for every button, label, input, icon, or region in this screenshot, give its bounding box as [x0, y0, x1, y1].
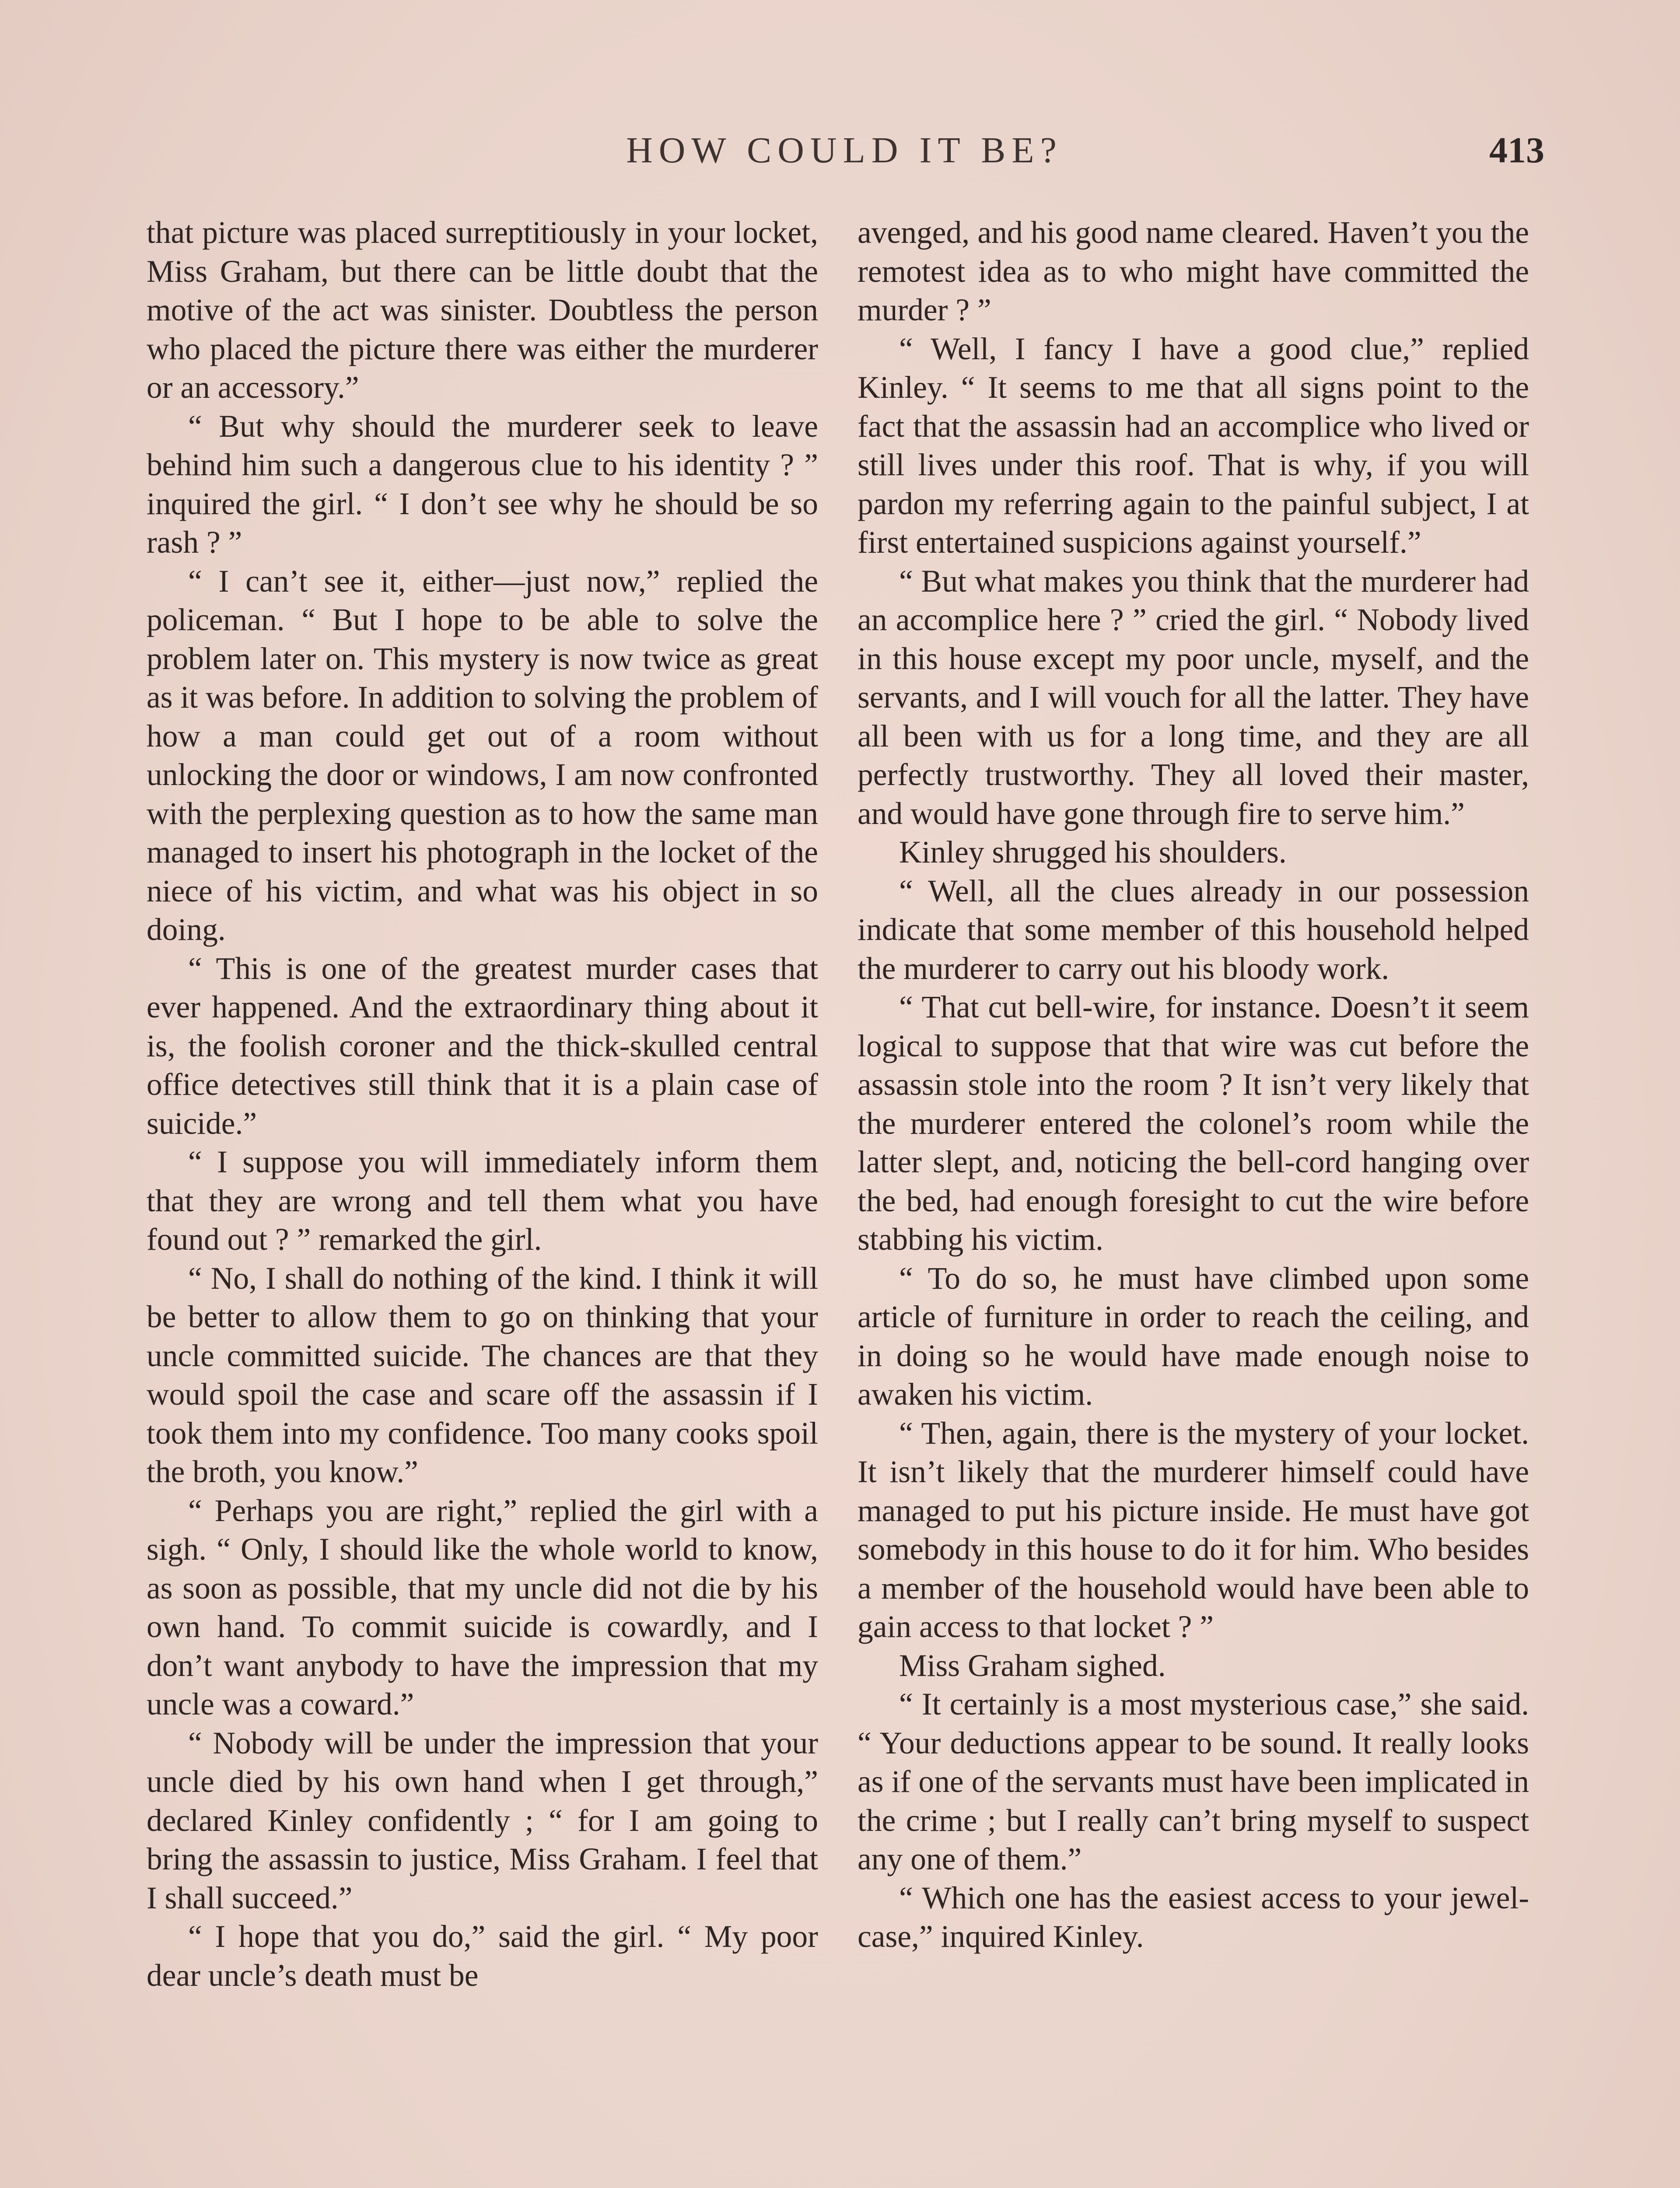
- paragraph: “ That cut bell-wire, for instance. Doesn’t it seem logical to suppose that that wire was cut before the assassin stole into the room ? It isn’t very likely that the murderer entered the colonel’s room while the latter slept, and, noticing the bell-cord hanging over the bed, had enough foresight to cut the wire before stabbing his victim.: [858, 990, 1529, 1257]
- left-column: [147, 214, 818, 2188]
- paragraph: “ This is one of the greatest murder cases that ever happened. And the extraordinary thing about it is, the foolish coroner and the thick-skulled central office detectives still think that it is a plain case of suicide.”: [147, 951, 818, 1141]
- right-column: [858, 214, 1529, 2188]
- paragraph: “ To do so, he must have climbed upon some article of furniture in order to reach the ceiling, and in doing so he would have made enough noise to awaken his victim.: [858, 1261, 1529, 1412]
- paragraph: “ Which one has the easiest access to your jewel-case,” inquired Kinley.: [858, 1880, 1529, 1954]
- paragraph: “ But why should the murderer seek to leave behind him such a dangerous clue to his identity ? ” inquired the girl. “ I don’t see why he should be so rash ? ”: [147, 409, 818, 560]
- paragraph: “ It certainly is a most mysterious case,” she said. “ Your deductions appear to be sound. It really looks as if one of the servants must have been implicated in the crime ; but I really can’t bring myself to suspect any one of them.”: [858, 1687, 1529, 1876]
- paragraph: Miss Graham sighed.: [899, 1648, 1166, 1683]
- paragraph: “ No, I shall do nothing of the kind. I think it will be better to allow them to go on thinking that your uncle committed suicide. The chances are that they would spoil the case and scare off the assassin if I took them into my confidence. Too many cooks spoil the broth, you know.”: [147, 1261, 818, 1489]
- paragraph: “ Well, I fancy I have a good clue,” replied Kinley. “ It seems to me that all signs point to the fact that the assassin had an accomplice who lived or still lives under this roof. That is why, if you will pardon my referring again to the painful subject, I at first entertained suspicions against yourself.”: [858, 331, 1529, 560]
- paragraph: “ Well, all the clues already in our possession indicate that some member of this household helped the murderer to carry out his bloody work.: [858, 873, 1529, 986]
- paragraph: “ But what makes you think that the murderer had an accomplice here ? ” cried the girl. “ Nobody lived in this house except my poor uncle, myself, and the servants, and I will vouch for all the latter. They have all been with us for a long time, and they are all perfectly trustworthy. They all loved their master, and would have gone through fire to serve him.”: [858, 564, 1529, 831]
- paragraph: “ Perhaps you are right,” replied the girl with a sigh. “ Only, I should like the whole world to know, as soon as possible, that my uncle did not die by his own hand. To commit suicide is cowardly, and I don’t want anybody to have the impression that my uncle was a coward.”: [147, 1493, 818, 1722]
- paragraph: “ I hope that you do,” said the girl. “ My poor dear uncle’s death must be: [147, 1919, 818, 1993]
- paragraph: “ I can’t see it, either—just now,” replied the policeman. “ But I hope to be able to solve the problem later on. This mystery is now twice as great as it was before. In addition to solving the problem of how a man could get out of a room without unlocking the door or windows, I am now confronted with the perplexing question as to how the same man managed to insert his photograph in the locket of the niece of his victim, and what was his object in so doing.: [147, 564, 818, 947]
- paragraph: that picture was placed surreptitiously in your locket, Miss Graham, but there can be little doubt that the motive of the act was sinister. Doubtless the person who placed the picture there was either the murderer or an accessory.”: [147, 215, 818, 405]
- page-number: 413: [1489, 130, 1544, 171]
- paragraph: “ Then, again, there is the mystery of your locket. It isn’t likely that the murderer himself could have managed to put his picture inside. He must have got somebody in this house to do it for him. Who besides a member of the household would have been able to gain access to that locket ? ”: [858, 1416, 1529, 1644]
- running-title: HOW COULD IT BE?: [626, 130, 1063, 171]
- page-header: [144, 129, 1544, 177]
- paragraph: avenged, and his good name cleared. Haven’t you the remotest idea as to who might have committed the murder ? ”: [858, 215, 1529, 327]
- paragraph: “ I suppose you will immediately inform them that they are wrong and tell them what you have found out ? ” remarked the girl.: [147, 1145, 818, 1257]
- paragraph: Kinley shrugged his shoulders.: [899, 835, 1287, 870]
- paragraph: “ Nobody will be under the impression that your uncle died by his own hand when I get through,” declared Kinley confidently ; “ for I am going to bring the assassin to justice, Miss Graham. I feel that I shall succeed.”: [147, 1725, 818, 1915]
